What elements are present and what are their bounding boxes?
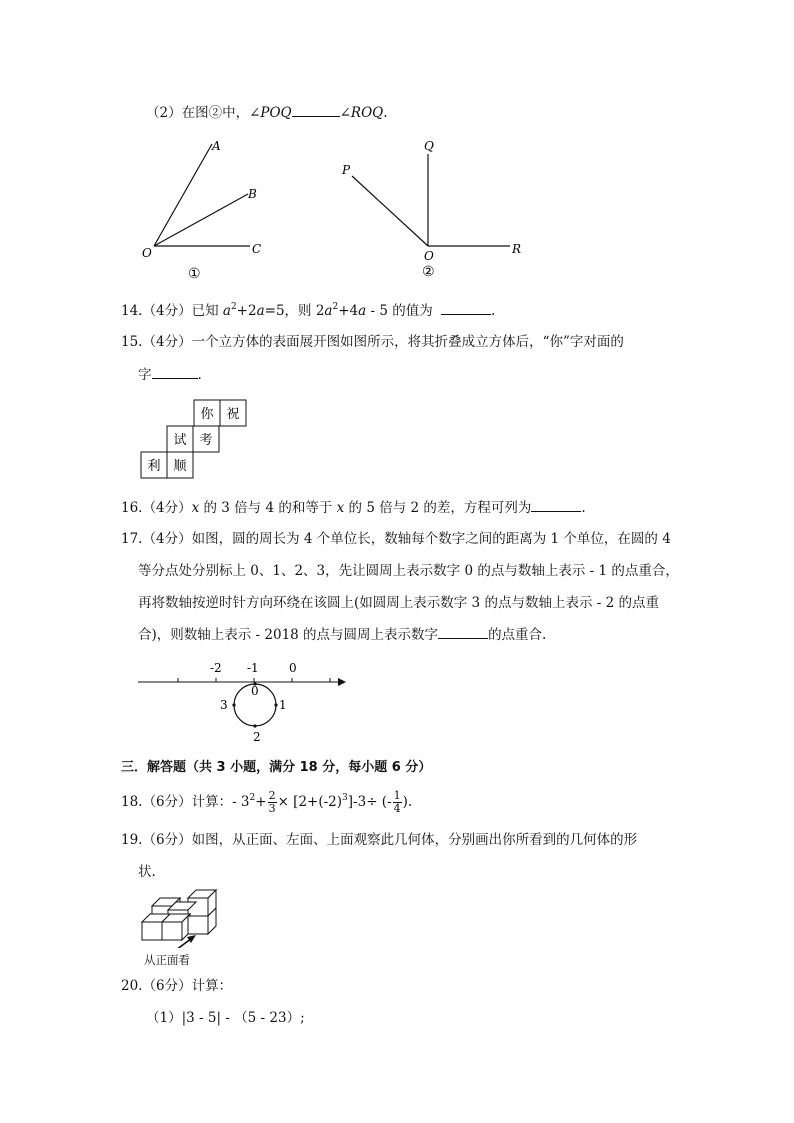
fig2-label-q: Q (424, 139, 434, 153)
net-cell-shun: 顺 (173, 459, 187, 474)
q19-line2: 状. (138, 864, 156, 880)
net-cell-li: 利 (147, 459, 161, 474)
q18: 18.（6分）计算：- $3^2+$ $\frac{2}{3}$ × $[2+(-2)^3]-3\div$ (- $\frac{1}{4}$ ). (121, 789, 413, 815)
circle-label-0: 0 (251, 684, 259, 698)
q19-caption: 从正面看 (144, 953, 190, 967)
q16: 16.（4分）x 的 3 倍与 4 的和等于 x 的 5 倍与 2 的差，方程可列为 . (121, 497, 586, 518)
fig1-caption: ① (188, 266, 201, 282)
net-cell-ni: 你 (200, 407, 214, 422)
tick-label-0: 0 (289, 661, 297, 675)
fig1-label-b: B (248, 187, 257, 201)
figure-2 (352, 154, 510, 246)
angle-figures (130, 132, 550, 287)
circle-label-1: 1 (279, 698, 287, 712)
net-cell-kao: 考 (199, 433, 213, 448)
q16-answer-blank[interactable] (531, 497, 581, 512)
q18-fraction-one-quarter: $\frac{1}{4}$ (393, 789, 401, 815)
fig1-label-a: A (212, 139, 221, 153)
fig2-label-r: R (512, 242, 522, 256)
q17-answer-blank[interactable] (438, 624, 488, 639)
fig2-label-o: O (424, 249, 434, 263)
number-line-figure (134, 655, 356, 747)
q18-fraction-two-thirds: $\frac{2}{3}$ (268, 789, 276, 815)
tick-label-minus2: -2 (210, 661, 222, 675)
tick-label-minus1: -1 (247, 661, 259, 675)
q14-answer-blank[interactable] (441, 300, 491, 315)
q17-line3: 再将数轴按逆时针方向环绕在该圆上(如圆周上表示数字 3 的点与数轴上表示 - 2 的点重 (138, 595, 659, 611)
fig1-label-o: O (142, 246, 152, 260)
q14: 14.（4分）已知 $a^2+2a=5$，则 $2a^2+4a - 5$ 的值为 . (121, 302, 496, 319)
q15-answer-blank[interactable] (152, 364, 198, 379)
circle-label-2: 2 (253, 730, 261, 744)
fig2-caption: ② (422, 264, 435, 280)
figure-1 (154, 144, 250, 246)
q17-line4: 合)，则数轴上表示 - 2018 的点与圆周上表示数字 的点重合. (138, 624, 546, 645)
q19-line1: 19.（6分）如图，从正面、左面、上面观察此几何体，分别画出你所看到的几何体的形 (121, 832, 638, 848)
q13-prefix: （2）在图②中， (146, 105, 250, 121)
q20-line1: 20.（6分）计算： (121, 978, 233, 994)
circle-label-3: 3 (220, 698, 228, 712)
q15-line1: 15.（4分）一个立方体的表面展开图如图所示，将其折叠成立方体后，“你”字对面的 (121, 334, 624, 350)
q20-sub1: （1）|3 - 5| - （5 - 23）; (146, 1010, 305, 1026)
q17-line2: 等分点处分别标上 0、1、2、3，先让圆周上表示数字 0 的点与数轴上表示 - 1 的点重合， (138, 563, 679, 579)
net-cell-shi: 试 (173, 433, 187, 448)
q17-line1: 17.（4分）如图，圆的周长为 4 个单位长，数轴每个数字之间的距离为 1 个单位，在圆的 4 (121, 531, 671, 547)
fig2-label-p: P (342, 163, 351, 177)
fig1-label-c: C (252, 242, 262, 256)
q13-answer-blank[interactable] (292, 102, 340, 117)
q15-line2: 字 . (138, 364, 202, 385)
cubes-figure (138, 888, 228, 948)
section3-title: 三．解答题（共 3 小题，满分 18 分，每小题 6 分） (121, 760, 432, 775)
net-cell-zhu: 祝 (226, 407, 240, 422)
q13-angle2: ∠ROQ (339, 105, 384, 121)
q13-angle1: ∠POQ (249, 105, 292, 121)
cube-net (140, 399, 250, 481)
q13-part2: （2）在图②中，∠POQ ∠ROQ. (146, 102, 388, 123)
